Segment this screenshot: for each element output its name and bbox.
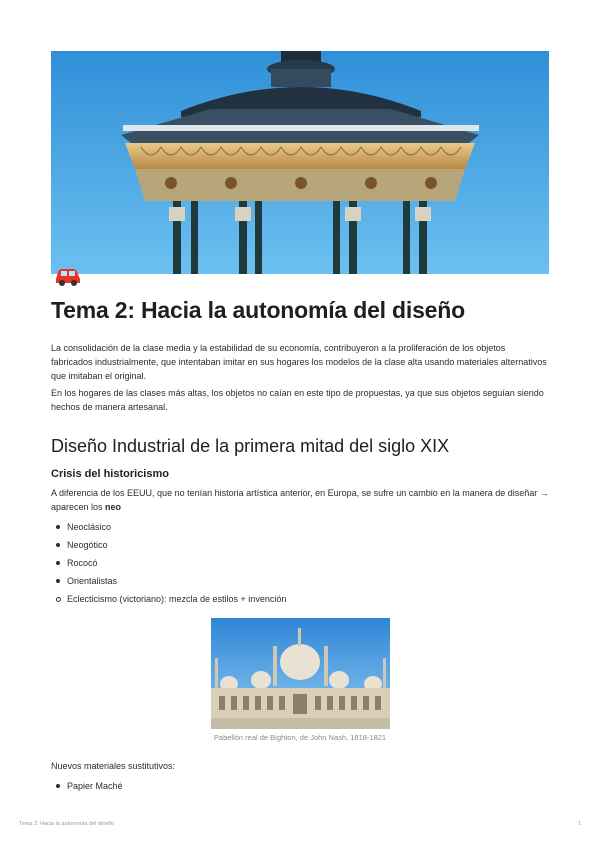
historicism-bold: neo — [105, 502, 122, 512]
list-item-label: Rococó — [67, 558, 98, 568]
intro-paragraph-1: La consolidación de la clase media y la estabilidad de su economía, contribuyeron a la proliferación de los objetos fabricados industrialmente, que intentaban imitar en sus hogares los modelos de la clase alta usando materiales alternativos que imitaban el original. — [51, 343, 547, 381]
red-car-icon — [53, 264, 83, 288]
figure-caption: Pabellón real de Bighton, de John Nash, 1818-1821 — [213, 733, 387, 742]
historicism-text: A diferencia de los EEUU, que no tenían historia artística anterior, en Europa, se sufre un cambio en la manera de diseñar → aparecen los — [51, 488, 549, 512]
figure — [51, 618, 549, 743]
list-item — [51, 536, 549, 554]
list-item — [51, 590, 549, 608]
cover-image — [51, 51, 549, 274]
document-body — [51, 296, 549, 795]
intro-paragraph-2: En los hogares de las clases más altas, los objetos no caían en este tipo de propuestas, ya que sus objetos seguían siendo hechos de manera artesanal. — [51, 388, 544, 412]
pavilion-image — [211, 618, 390, 729]
list-item — [51, 572, 549, 590]
subsection-heading: Crisis del historicismo — [51, 468, 169, 480]
styles-list — [51, 518, 549, 608]
historicism-paragraph — [51, 486, 549, 514]
section-heading: Diseño Industrial de la primera mitad del siglo XIX — [51, 436, 450, 456]
list-item-label: Orientalistas — [67, 576, 118, 586]
materials-intro: Nuevos materiales sustitutivos: — [51, 761, 176, 771]
footer-page-number: 1 — [577, 821, 581, 827]
list-item — [51, 777, 549, 795]
list-item-label: Neogótico — [67, 540, 108, 550]
list-item-label: Eclecticismo (victoriano): mezcla de estilos + invención — [67, 594, 287, 604]
list-item-label: Neoclásico — [67, 522, 112, 532]
list-item-label: Papier Maché — [67, 781, 123, 791]
materials-list — [51, 777, 549, 795]
footer-doc-title: Tema 2: Hacia la autonomía del diseño — [19, 821, 115, 827]
list-item — [51, 518, 549, 536]
page-title: Tema 2: Hacia la autonomía del diseño — [51, 297, 465, 323]
list-item — [51, 554, 549, 572]
